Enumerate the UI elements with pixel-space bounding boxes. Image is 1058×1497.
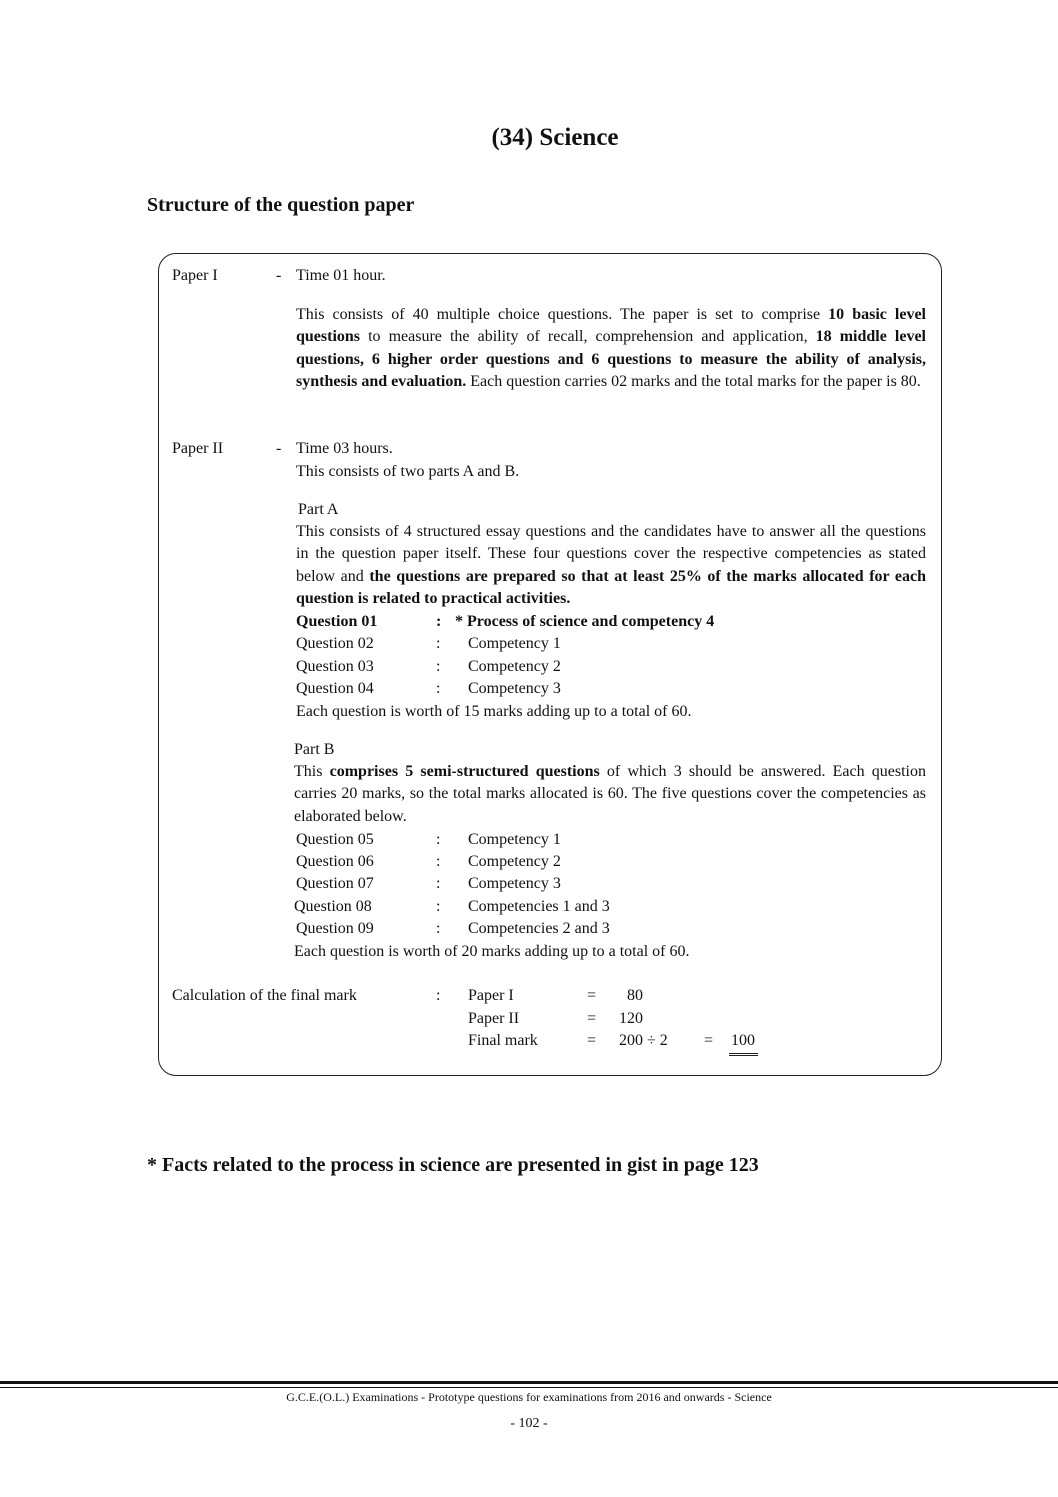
- question-06-value: Competency 2: [468, 853, 561, 870]
- question-06-colon: :: [436, 853, 441, 870]
- final-paper2-name: Paper II: [468, 1010, 520, 1027]
- question-04-name: Question 04: [296, 680, 374, 697]
- question-05-colon: :: [436, 831, 441, 848]
- footnote: * Facts related to the process in science are presented in gist in page 123: [147, 1154, 759, 1176]
- footer-rule-thick: [0, 1381, 1058, 1384]
- paper2-time: Time 03 hours.: [296, 440, 393, 457]
- question-03-colon: :: [436, 658, 441, 675]
- final-mark-result: 100: [729, 1030, 758, 1056]
- question-02-value: Competency 1: [468, 635, 561, 652]
- question-08-value: Competencies 1 and 3: [468, 898, 610, 915]
- question-09-colon: :: [436, 920, 441, 937]
- final-paper1-value: 80: [627, 987, 643, 1004]
- final-mark-eq2: =: [704, 1032, 714, 1049]
- part-b-description: This comprises 5 semi-structured questions of which 3 should be answered. Each question carries 20 marks, so the total marks allocated is 60. The five questions cover the competencies as elaborated below.: [294, 763, 926, 825]
- question-07-name: Question 07: [296, 875, 374, 892]
- paper1-label: Paper I: [172, 267, 218, 284]
- question-03-value: Competency 2: [468, 658, 561, 675]
- paper2-label: Paper II: [172, 440, 224, 457]
- question-05-value: Competency 1: [468, 831, 561, 848]
- section-heading: Structure of the question paper: [147, 194, 415, 216]
- page-title: (34) Science: [491, 124, 619, 151]
- question-05-name: Question 05: [296, 831, 374, 848]
- question-01-name: Question 01: [296, 613, 378, 630]
- question-07-colon: :: [436, 875, 441, 892]
- question-04-value: Competency 3: [468, 680, 561, 697]
- part-a-summary: Each question is worth of 15 marks adding up to a total of 60.: [296, 703, 692, 720]
- question-03-name: Question 03: [296, 658, 374, 675]
- question-02-name: Question 02: [296, 635, 374, 652]
- question-08-colon: :: [436, 898, 441, 915]
- paper1-time: Time 01 hour.: [296, 267, 386, 284]
- question-07-value: Competency 3: [468, 875, 561, 892]
- page-number: - 102 -: [510, 1416, 548, 1431]
- paper2-parts: This consists of two parts A and B.: [296, 463, 520, 480]
- paper2-dash: -: [276, 440, 282, 457]
- final-mark-label: Calculation of the final mark: [172, 987, 357, 1004]
- question-01-value: * Process of science and competency 4: [455, 613, 715, 630]
- final-paper1-eq: =: [587, 987, 597, 1004]
- final-mark-colon: :: [436, 987, 441, 1004]
- question-09-name: Question 09: [296, 920, 374, 937]
- question-08-name: Question 08: [294, 898, 372, 915]
- part-b-heading: Part B: [294, 741, 335, 758]
- question-02-colon: :: [436, 635, 441, 652]
- final-mark-name: Final mark: [468, 1032, 538, 1049]
- part-a-heading: Part A: [298, 501, 339, 518]
- final-paper2-eq: =: [587, 1010, 597, 1027]
- paper1-dash: -: [276, 267, 282, 284]
- footer-text: G.C.E.(O.L.) Examinations - Prototype questions for examinations from 2016 and onwards - Science: [286, 1390, 772, 1404]
- final-mark-eq: =: [587, 1032, 597, 1049]
- part-b-summary: Each question is worth of 20 marks adding up to a total of 60.: [294, 943, 690, 960]
- question-09-value: Competencies 2 and 3: [468, 920, 610, 937]
- part-a-description: This consists of 4 structured essay questions and the candidates have to answer all the questions in the question paper itself. These four questions cover the respective competencies as stated below and the questions are prepared so that at least 25% of the marks allocated for each question is related to practical activities.: [296, 523, 927, 608]
- paper1-description: This consists of 40 multiple choice questions. The paper is set to comprise 10 basic level questions to measure the ability of recall, comprehension and application, 18 middle level questions, 6 higher order questions and 6 questions to measure the ability of analysis, synthesis and evaluation. Each question carries 02 marks and the total marks for the paper is 80.: [296, 306, 927, 391]
- question-04-colon: :: [436, 680, 441, 697]
- footer-rule-thin: [0, 1387, 1058, 1388]
- question-01-colon: :: [436, 613, 442, 630]
- final-paper2-value: 120: [619, 1010, 643, 1027]
- final-paper1-name: Paper I: [468, 987, 514, 1004]
- final-mark-expression: 200 ÷ 2: [619, 1032, 668, 1049]
- question-06-name: Question 06: [296, 853, 374, 870]
